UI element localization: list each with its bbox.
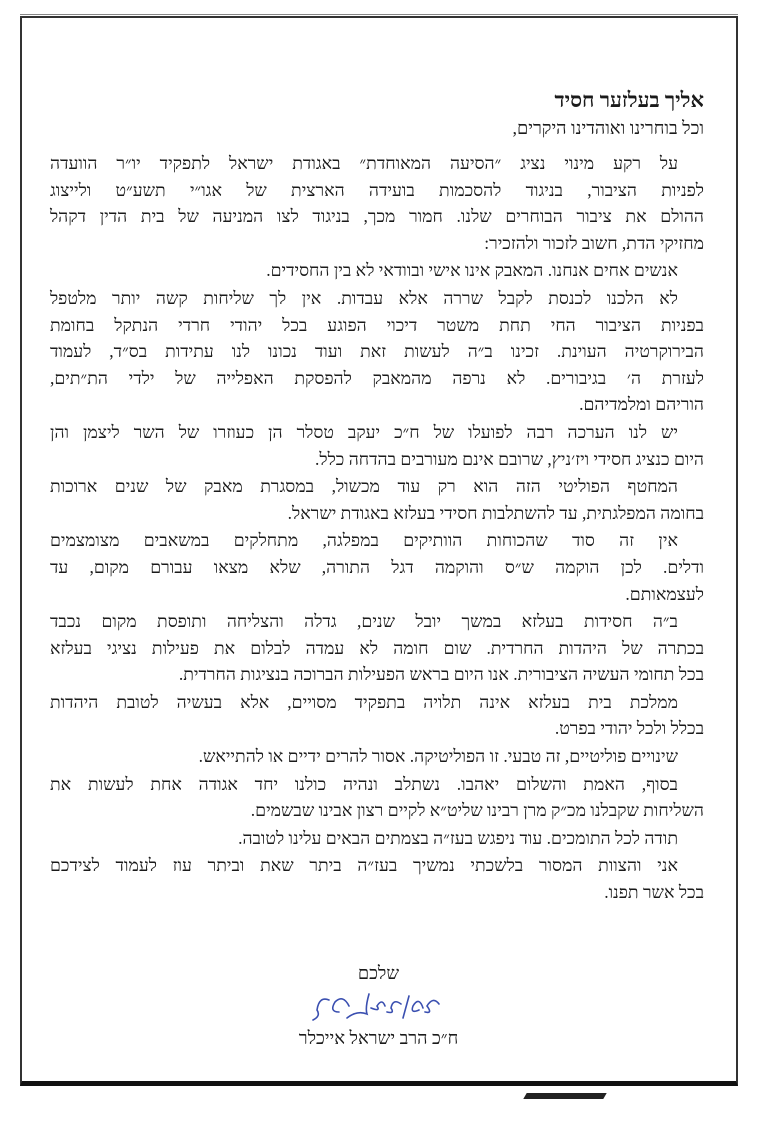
- paragraph: [50, 689, 704, 742]
- paragraph-line: בסוף, האמת והשלום יאהבו. נשתלב ונהיה כולנו יחד אגודה אחת לעשות את: [50, 773, 678, 794]
- paragraph-line: בכל אשר תפנו.: [604, 882, 704, 903]
- paragraph-line: אנשים אחים אנחנו. המאבק אינו אישי ובוודאי לא בין החסידים.: [266, 260, 678, 281]
- closing: שלכם: [357, 963, 400, 983]
- paragraphs: [50, 150, 704, 906]
- handwritten-signature: [0, 986, 757, 1031]
- paragraph-line: בפניות הציבור החי תחת משטר דיכוי הפוגע בכל יהודי חרדי הנתקל בחומת: [50, 314, 704, 335]
- paragraph-line: הבירוקרטיה העוינת. זכינו ב״ה לעשות זאת ועוד נכונו לנו עתידות בס״ד, לעמוד: [50, 341, 704, 362]
- paragraph-line: לא הלכנו לכנסת לקבל שררה אלא עבדות. אין לך שליחות קשה יותר מלטפל: [50, 287, 678, 308]
- paragraph: [50, 743, 704, 770]
- paragraph-line: על רקע מינוי נציג ״הסיעה המאוחדת״ באגודת ישראל לתפקיד יו״ר הוועדה: [50, 153, 678, 173]
- paragraph: [50, 257, 704, 284]
- paragraph-line: ממלכת בית בעלזא אינה תלויה בתפקיד מסויים, אלא בעשיה לטובת היהדות: [50, 691, 678, 712]
- paragraph: [50, 825, 704, 852]
- paragraph-line: לפניות הציבור, בניגוד להסכמות בועידה הארצית של אגו״י תשע״ט ולייצוג: [50, 179, 704, 200]
- paragraph: [50, 285, 704, 418]
- paragraph-line: שינויים פוליטיים, זה טבעי. זו הפוליטיקה. אסור להרים ידיים או להתייאש.: [198, 746, 678, 767]
- signer-name: ח״כ הרב ישראל אייכלר: [298, 1028, 459, 1048]
- paragraph-line: אני והצוות המסור בלשכתי נמשיך בעז״ה ביתר שאת וביתר עוז לעמוד לצידכם: [50, 855, 678, 876]
- paragraph-line: בכתרה של היהדות החרדית. שום חומה לא עמדה לבלום את פעילות נציגי בעלזא: [50, 637, 704, 658]
- paragraph-line: תודה לכל התומכים. עוד ניפגש בעז״ה בצמתים הבאים עלינו לטובה.: [238, 827, 678, 848]
- paragraph: [50, 771, 704, 824]
- paragraph-line: ודלים. לכן הוקמה ש״ס והוקמה דגל התורה, שלא מצאו עבורם מקום, עד: [50, 556, 704, 577]
- paragraph-line: בכל תחומי העשיה הציבורית. אנו היום בראש הפעילות הברוכה בנציגות החרדית.: [178, 664, 704, 685]
- paragraph: [50, 527, 704, 607]
- paragraph-line: אין זה סוד שהכוחות הוותיקים במפלגה, מתחלקים במשאבים מצומצמים: [50, 530, 678, 551]
- paragraph-line: לעזרת ה׳ בגיבורים. לא נרפה מהמאבק להפסקת האפלייה של ילדי הת״תים,: [50, 367, 704, 388]
- paragraph-line: השליחות שקבלנו מכ״ק מרן רבינו שליט״א לקיים רצון אבינו שבשמים.: [250, 800, 704, 821]
- top-rule: [20, 14, 738, 15]
- letter-body: [50, 86, 704, 907]
- paragraph-line: בחומה המפלגתית, עד להשתלבות חסידי בעלזא באגודת ישראל.: [287, 502, 704, 523]
- paragraph-line: הוריהם ומלמדיהם.: [579, 394, 704, 415]
- corner-graphic: [523, 1093, 606, 1099]
- paragraph: [50, 150, 704, 256]
- letter-title: אליך בעלזער חסיד: [554, 88, 704, 112]
- letter-greeting: וכל בוחרינו ואוהדינו היקרים,: [512, 118, 704, 138]
- paragraph: [50, 473, 704, 526]
- paragraph-line: בכלל ולכל יהודי בפרט.: [554, 718, 704, 739]
- paragraph-line: היום כנציג חסידי ויז׳ניץ, שרובם אינם מעורבים בהדחה כלל.: [315, 448, 704, 469]
- paragraph: [50, 608, 704, 688]
- paragraph-line: המחטף הפוליטי הזה הוא רק עוד מכשול, במסגרת מאבק של שנים ארוכות: [50, 476, 678, 497]
- paragraph-line: ב״ה חסידות בעלזא במשך יובל שנים, גדלה והצליחה ותופסת מקום נכבד: [50, 611, 678, 632]
- paragraph-line: מחזיקי הדת, חשוב לזכור ולהזכיר:: [484, 232, 704, 253]
- paragraph: [50, 852, 704, 905]
- paragraph-line: יש לנו הערכה רבה לפועלו של ח״כ יעקב טסלר הן כעוזרו של השר ליצמן והן: [50, 421, 678, 442]
- paragraph-line: ההולם את ציבור הבוחרים שלנו. חמור מכך, בניגוד לצו המניעה של בית הדין דקהל: [50, 206, 704, 227]
- paragraph-line: לעצמאותם.: [625, 583, 704, 604]
- paragraph: [50, 419, 704, 472]
